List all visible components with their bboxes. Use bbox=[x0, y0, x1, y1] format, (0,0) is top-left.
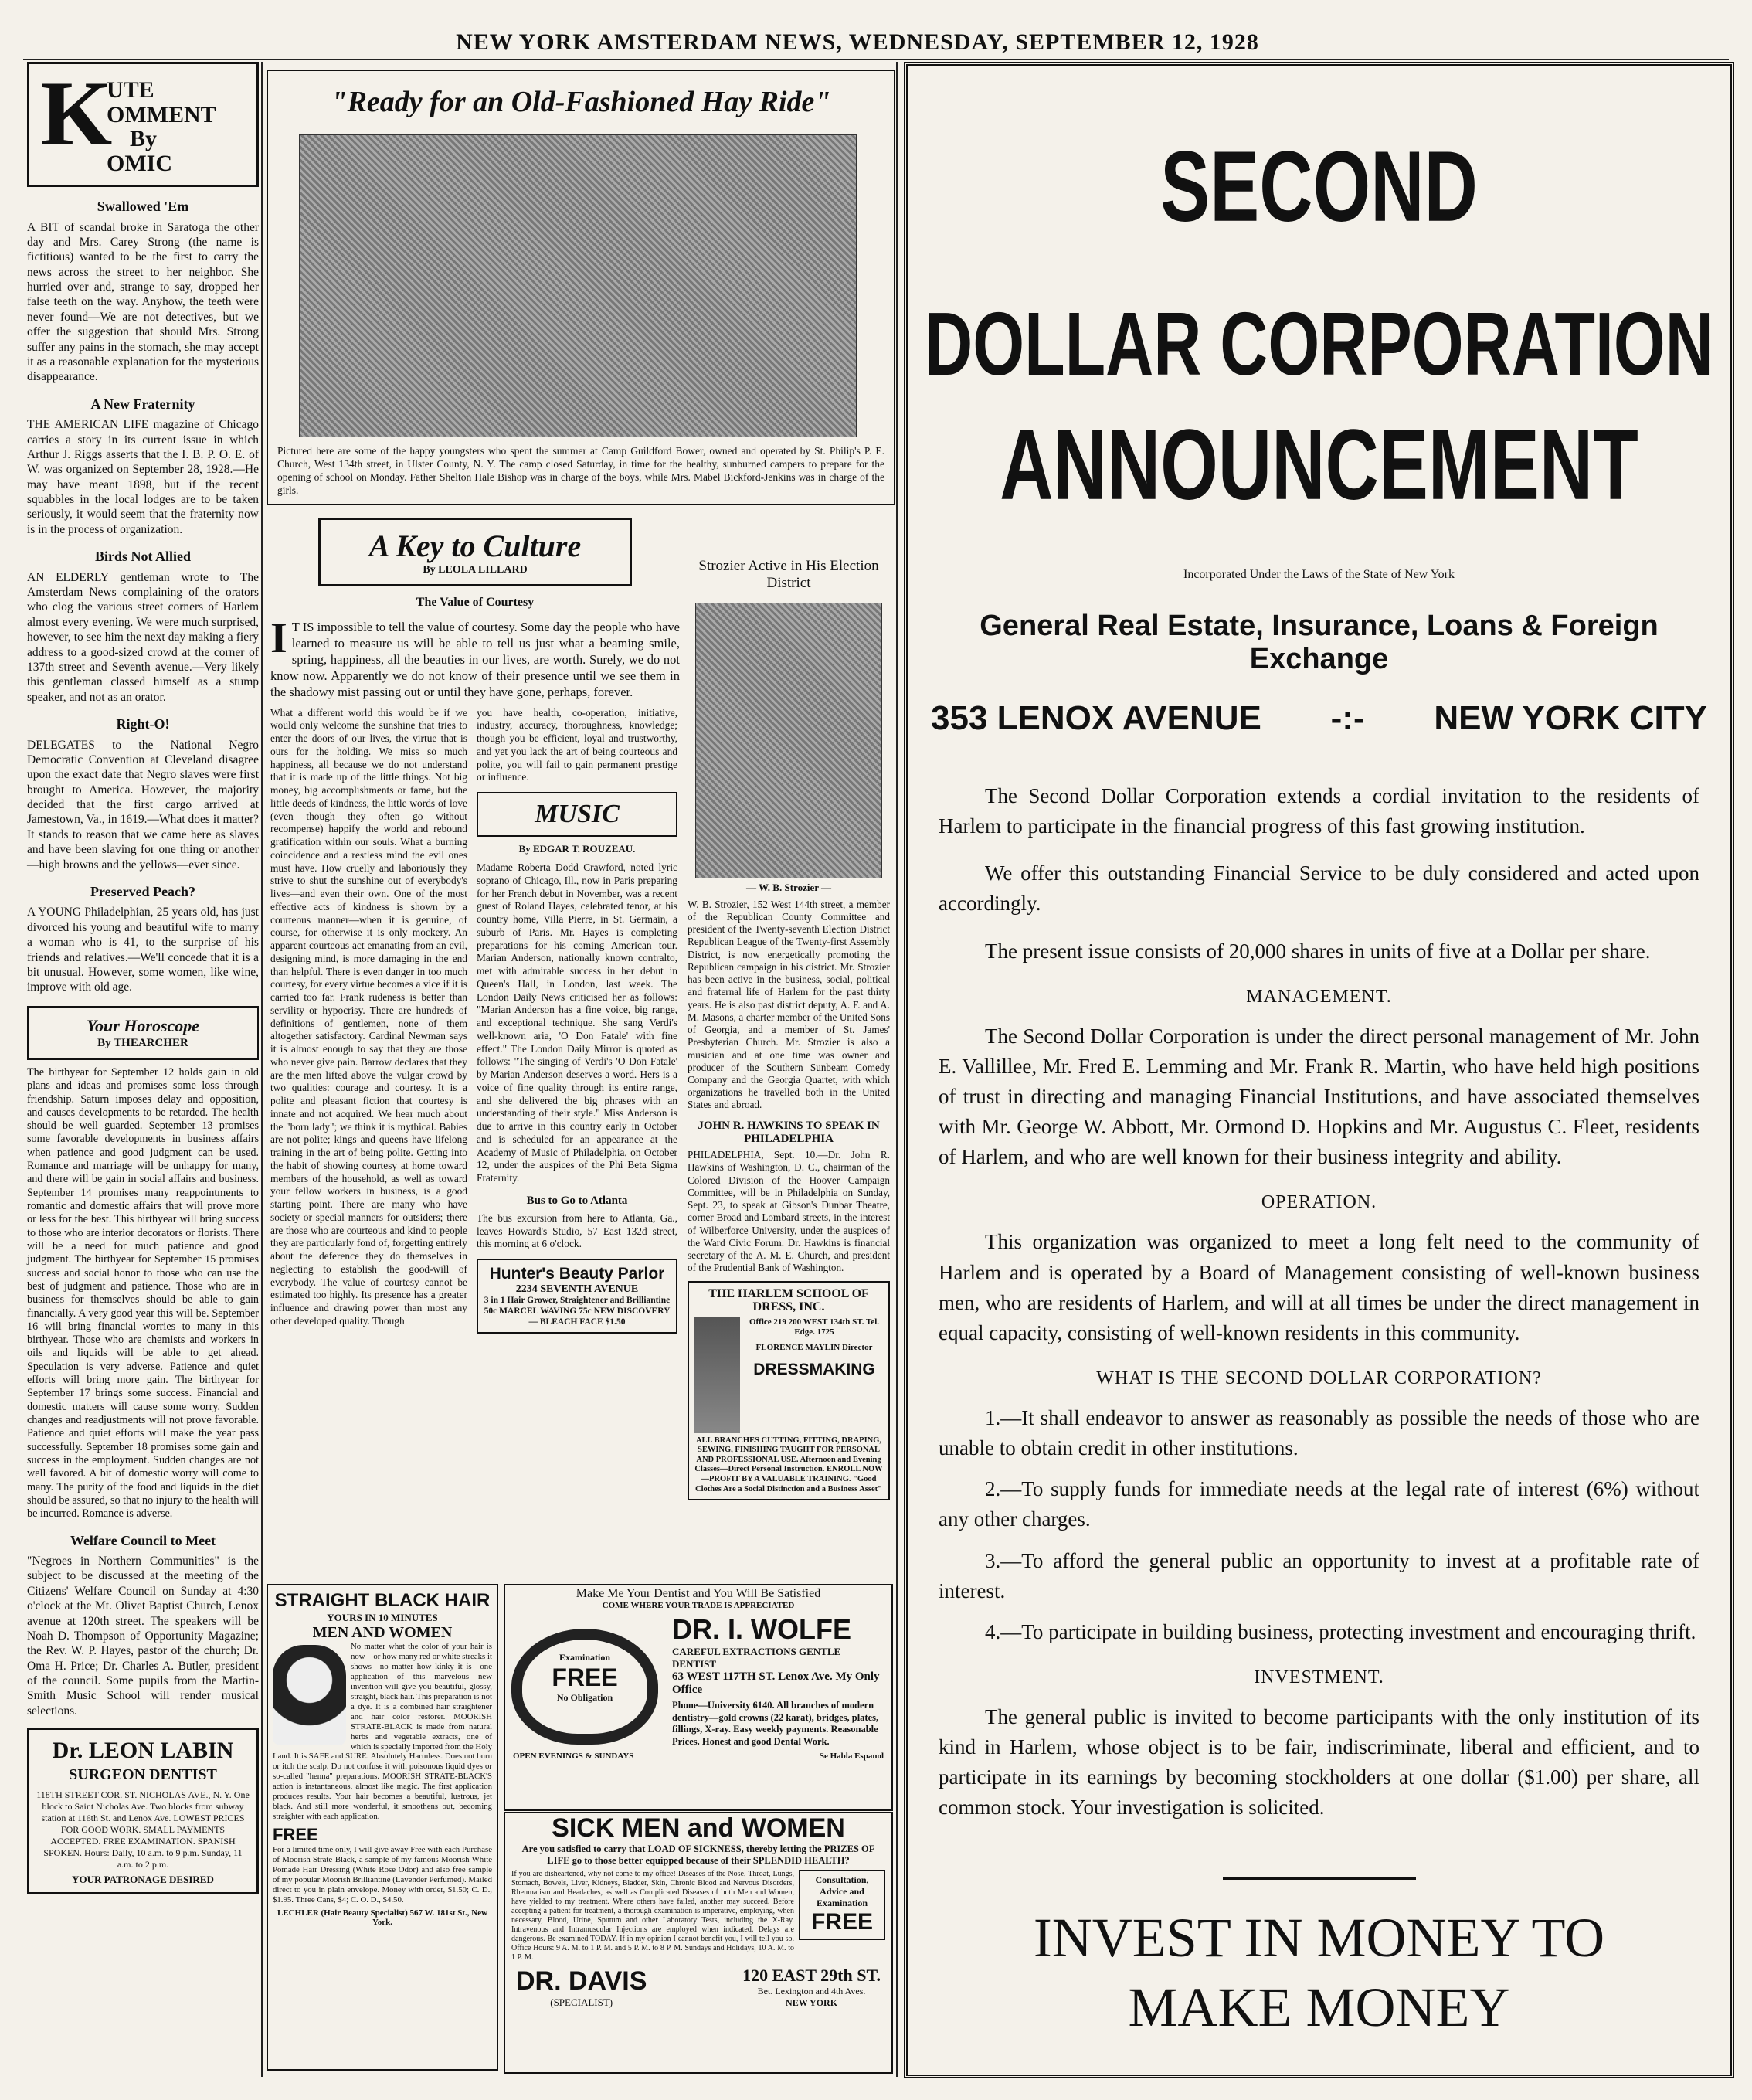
fraternity-text: THE AMERICAN LIFE magazine of Chicago carries a story in its current issue in which Arthur J. Riggs asserts that the I. B. P. O. E. of W. was organized on September 28, 1928.—He may have meant 1898, but if the recent squabbles in the local lodges are to be taken seriously, it would seem that the fraternity now is in the process of organization. bbox=[27, 418, 259, 536]
davis-head: SICK MEN and WOMEN bbox=[552, 1813, 845, 1843]
peach-text: A YOUNG Philadelphian, 25 years old, has just divorced his young and beautiful wife to marry a woman who is 41, to the surprise of his friends and relatives.—We'll concede that it is a bit unusual. However, some women, like wine, improve with old age. bbox=[27, 906, 259, 994]
ad-title-2: DOLLAR CORPORATION bbox=[925, 294, 1713, 395]
wolfe-text: Phone—University 6140. All branches of modern dentistry—gold crowns (22 karat), bridges, plates, fillings, X-ray. Easy weekly payments. Reasonable Prices. Honest and good Dental Work. bbox=[672, 1700, 879, 1747]
straight-hair-ad bbox=[267, 1584, 498, 2071]
ad-operation-head: OPERATION. bbox=[1261, 1192, 1377, 1213]
ad-item-1: 1.—It shall endeavor to answer as reasonably as possible the needs of those who are unable to obtain credit in other institutions. bbox=[939, 1405, 1699, 1460]
davis-body bbox=[505, 1867, 891, 1966]
labin-name: Dr. LEON LABIN bbox=[52, 1738, 234, 1764]
hayride-photo bbox=[299, 134, 857, 437]
harlem-school-office: Office 219 200 WEST 134th ST. Tel. Edge. 1725 FLORENCE MAYLIN Director DRESSMAKING bbox=[749, 1317, 880, 1378]
ad-investment-head: INVESTMENT. bbox=[1254, 1667, 1384, 1687]
ad-management: The Second Dollar Corporation is under the direct personal management of Mr. John E. Vallillee, Mr. Fred E. Lemming and Mr. Frank R. Martin, who have held high positions of trust in directing and managing Financial Institutions, and have associated themselves with Mr. George W. Abbott, Mr. Ormond D. Hopkins and Mr. Augustus C. Fleet, residents of Harlem, and who are well known for their business integrity and ability. bbox=[939, 1024, 1699, 1169]
straight-hair-text: No matter what the color of your hair is now—or how many red or white streaks it shows—no matter how kinky it is—one application of this marvelous new invention will give you beautiful, glossy, straight, black hair. This preparation is not a dye. It is a combined hair straightener and hair color restorer. MOORISH STRATE-BLACK is made from natural herbs and vegetable extracts, one of which is specially imported from the Holy Land. It is SAFE and SURE. Absolutely Harmless. Does not burn or itch the scalp. Do not confuse it with poisonous liquid dyes or so-called "henna" preparations. MOORISH STRATE-BLACK'S action is instantaneous, almost like magic. The first application produces results. Your hair becomes a beautiful, lustrous, jet black. And still more wonderful, it smoothens out, becoming straighter with each application. bbox=[273, 1642, 493, 1822]
ad-title-1: SECOND bbox=[1160, 131, 1478, 243]
harlem-school-top bbox=[694, 1317, 884, 1433]
ad-operation: This organization was organized to meet a long felt need to the community of Harlem and is operated by a Board of Management consisting of well-known business men, who are residents of Harlem, and will at all times be under the direct management in equal capacity, consisting of well-known residents in this community. bbox=[939, 1230, 1699, 1344]
music-title: MUSIC bbox=[535, 800, 620, 829]
wolfe-info bbox=[666, 1613, 885, 1748]
harlem-school-text: ALL BRANCHES CUTTING, FITTING, DRAPING, SEWING, FINISHING TAUGHT FOR PERSONAL AND PROFESSIONAL USE. Afternoon and Evening Classes—Direct Personal Instruction. ENROLL NOW—PROFIT BY A VALUABLE TRAINING. "Good Clothes Are a Social Distinction and a Business Asset" bbox=[694, 1436, 883, 1493]
wolfe-top: Make Me Your Dentist and You Will Be Satisfied bbox=[576, 1587, 821, 1600]
wolfe-address: 63 WEST 117TH ST. Lenox Ave. My Only Office bbox=[672, 1670, 880, 1696]
right-head: Right-O! bbox=[116, 716, 170, 732]
wolfe-name: DR. I. WOLFE bbox=[672, 1613, 851, 1645]
column-rule-1 bbox=[261, 62, 263, 2077]
labin-title: SURGEON DENTIST bbox=[69, 1765, 217, 1783]
wolfe-sub: COME WHERE YOUR TRADE IS APPRECIATED bbox=[602, 1601, 795, 1610]
strozier-article bbox=[688, 558, 890, 1500]
ad-title-3: ANNOUNCEMENT bbox=[1000, 409, 1638, 522]
davis-footer bbox=[505, 1966, 891, 2009]
dress-figure-icon bbox=[694, 1317, 740, 1433]
hayride-feature bbox=[267, 70, 895, 505]
harlem-school-ad bbox=[688, 1281, 890, 1501]
music-byline: By EDGAR T. ROUZEAU. bbox=[518, 843, 636, 855]
culture-lead: I T IS impossible to tell the value of courtesy. Some day the people who have learned to measure us will be able to tell us just what a beaming smile, spring, happiness, all the beauties in our lives, are worth. Surely, we do not know now. Apparently we do not know of their presence until we see them in the shadowy mist passing out or until they have gone, perhaps, forever. bbox=[270, 614, 680, 700]
straight-hair-maker: LECHLER (Hair Beauty Specialist) 567 W. 181st St., New York. bbox=[277, 1908, 488, 1927]
harlem-school-name: THE HARLEM SCHOOL OF DRESS, INC. bbox=[708, 1286, 869, 1314]
ad-p3: The present issue consists of 20,000 shares in units of five at a Dollar per share. bbox=[985, 939, 1651, 963]
wolfe-free-box: Examination FREE No Obligation bbox=[552, 1652, 618, 1703]
column-komic bbox=[27, 62, 259, 2077]
ad-p1: The Second Dollar Corporation extends a cordial invitation to the residents of Harlem to participate in the financial progress of this fast growing institution. bbox=[939, 784, 1699, 838]
ad-investment: The general public is invited to become participants with the only institution of its kind in Harlem, whose object is to be fair, indiscriminate, liberal and efficient, and to participate in its earnings by becoming stockholders at one dollar ($1.00) per share, all common stock. Your investigation is solicited. bbox=[939, 1704, 1699, 1820]
komic-masthead bbox=[27, 62, 259, 187]
hayride-caption: Pictured here are some of the happy youngsters who spent the summer at Camp Guildford Bower, owned and operated by St. Philip's P. E. Church, West 134th street, in Ulster County, N. Y. The camp closed Saturday, in time for the healthy, sunburned campers to prepare for the opening of school on Monday. Father Shelton Hale Bishop was in charge of the boys, while Mrs. Mabel Bickford-Jenkins was in charge of the girls. bbox=[277, 445, 884, 496]
davis-free-box: Consultation, Advice and Examination FREE bbox=[799, 1870, 885, 1940]
ad-divider bbox=[1223, 1877, 1416, 1880]
davis-intro: Are you satisfied to carry that LOAD OF SICKNESS, thereby letting the PRIZES OF LIFE go to those better equipped because of their SPLENDID HEALTH? bbox=[521, 1843, 875, 1866]
hayride-title: "Ready for an Old-Fashioned Hay Ride" bbox=[331, 86, 831, 118]
labin-footer: YOUR PATRONAGE DESIRED bbox=[72, 1873, 214, 1885]
komic-letter: K bbox=[40, 62, 113, 165]
culture-byline: By LEOLA LILLARD bbox=[423, 564, 528, 576]
woman-portrait-icon bbox=[273, 1645, 346, 1745]
swallowed-text: A BIT of scandal broke in Saratoga the other day and Mrs. Carey Strong (the name is fictitious) wanted to be the first to carry the news across the street to her neighbor. She hurried over and, strange to say, dropped her false teeth on the way. Anyhow, the teeth were never found—We are not detectives, but we offer the suggestion that should Mrs. Strong suffer any pains in the stomach, she may accept it as a reasonable explanation for the mysterious disappearance. bbox=[27, 220, 259, 384]
ad-management-head: MANAGEMENT. bbox=[1246, 986, 1392, 1007]
labin-ad bbox=[27, 1728, 259, 1894]
culture-subhead: The Value of Courtesy bbox=[416, 596, 535, 609]
birds-text: AN ELDERLY gentleman wrote to The Amsterdam News complaining of the orators who clog the various street corners of Harlem almost every evening. We were much surprised, however, to see him the next day making a fiery address to a good-sized crowd at the corner of 137th street and Seventh avenue.—Very likely this gentleman classed himself as a stump speaker, and not as an orator. bbox=[27, 570, 259, 704]
strozier-text: W. B. Strozier, 152 West 144th street, a member of the Republican County Committee and president of the Twenty-seventh Election District Republican League of the Twenty-first Assembly District, is now energetically promoting the Republican campaign in his district. Mr. Strozier has been active in the business, social, political and fraternal life of Harlem for the past thirty years. He is also past district deputy, A. F. and A. M. Masons, a charter member of the United Sons of Georgia, and a member of St. James' Presbyterian Church. Mr. Strozier is also a musician and at one time was owner and producer of the Southern Sunbeam Comedy Company and the Georgia Quartet, with which organizations he travelled both in the United States and abroad. bbox=[688, 898, 890, 1111]
strozier-caption: — W. B. Strozier — bbox=[745, 881, 832, 893]
culture-col-right bbox=[477, 707, 677, 1334]
straight-hair-free: FREE bbox=[273, 1825, 318, 1845]
ad-general: General Real Estate, Insurance, Loans & Foreign Exchange bbox=[980, 610, 1659, 675]
birds-head: Birds Not Allied bbox=[94, 549, 191, 565]
masthead: NEW YORK AMSTERDAM NEWS, WEDNESDAY, SEPTEMBER 12, 1928 bbox=[456, 29, 1259, 55]
hawkins-head: JOHN R. HAWKINS TO SPEAK IN PHILADELPHIA bbox=[698, 1119, 880, 1145]
welfare-head: Welfare Council to Meet bbox=[70, 1532, 216, 1548]
fraternity-head: A New Fraternity bbox=[90, 396, 195, 412]
culture-dropcap: I bbox=[270, 614, 287, 662]
horoscope-box bbox=[27, 1006, 259, 1060]
culture-title: A Key to Culture bbox=[368, 528, 582, 563]
bus-head: Bus to Go to Atlanta bbox=[526, 1194, 628, 1207]
second-dollar-ad bbox=[904, 62, 1734, 2078]
davis-ad bbox=[504, 1812, 893, 2074]
right-text: DELEGATES to the National Negro Democratic Convention at Cleveland disagree upon the exact date that Negro slaves were first brought to America. However, the majority decided that the first cargo arrived at Jamestown, Va., in 1619.—What does it matter? It stands to reason that we came here as slaves and have been slaving for one thing or another—high browns and the yellows—ever since. bbox=[27, 738, 259, 872]
culture-body: What a different world this would be if we would only welcome the sunshine that tries to enter the doors of our lives, the virtue that is ours for the holding. We miss so much happiness, all because we do not understand that it is made up of the little things. Not big money, big accomplishments or fame, but the little deeds of kindness, the little words of love (even though they often go without recompense) happify the world and rebound gratification within our souls. What a burning coincidence and a restless mind the evil ones must have. How cruelly and laboriously they strive to shut the sunshine out of everybody's lives—and even their own. One of the most effective acts of kindness is shown by a courteous manner—when it is genuine, of course, for otherwise it is only mockery. An apparent courteous act emanating from an evil, designing mind, is more damaging in the end than helpful. There is even danger in too much courtesy, for every virtue becomes a vice if it is carried too far. Frank rudeness is better than servility or hypocrisy. There are hundreds of definitions of gentlemen, none of them altogether satisfactory. Cardinal Newman says it is almost enough to say that they are those who never give pain. Barrow declares that they are the men lifted above the vulgar crowd by two qualities: courage and courtesy. It is a polite and pleasant fiction that courtesy is innate and not acquired. We hear much about the "born lady"; we think it is mythical. Babies are not polite; kings and queens have lifelong training in the art of being polite. Getting into the habit of showing courtesy at home toward members of the household, as well as toward your fellow workers in business, is a good starting point. There are many who have society or special manners for outsiders; there are those who are courteous and kind to people they are particularly fond of, forgetting entirely about the deference they do themselves in neglecting to establish the good-will of everybody. The value of courtesy cannot be estimated too highly. Its presence has a greater influence and drawing power than most any other developed quality. Though bbox=[270, 706, 467, 1327]
column-rule-2 bbox=[896, 62, 898, 2077]
swallowed-head: Swallowed 'Em bbox=[97, 199, 189, 214]
ad-item-2: 2.—To supply funds for immediate needs at the legal rate of interest (6%) without any other charges. bbox=[939, 1477, 1699, 1531]
wolfe-hours: OPEN EVENINGS & SUNDAYS bbox=[513, 1751, 634, 1761]
hunter-name: Hunter's Beauty Parlor bbox=[489, 1265, 665, 1283]
wolfe-teeth bbox=[511, 1613, 666, 1748]
ad-address: 353 LENOX AVENUE -:- NEW YORK CITY bbox=[931, 699, 1707, 737]
horoscope-byline: By THEARCHER bbox=[97, 1037, 188, 1050]
wolfe-footer bbox=[505, 1752, 891, 1761]
hunter-ad bbox=[477, 1259, 677, 1334]
wolfe-spanish: Se Habla Espanol bbox=[819, 1751, 884, 1761]
masthead-rule bbox=[23, 59, 1729, 60]
strozier-head: Strozier Active in His Election District bbox=[698, 558, 879, 591]
wolfe-body bbox=[505, 1610, 891, 1752]
ad-what-head: WHAT IS THE SECOND DOLLAR CORPORATION? bbox=[1096, 1368, 1542, 1388]
horoscope-text: The birthyear for September 12 holds gain in old plans and ideas and promises some loss through friendship. Saturn imposes delay and opposition, and causes developments to be retarded. The health should be well guarded. September 13 promises some favorable developments in business affairs when patience and good judgment can be used. Romance and marriage will be unhappy for many, and there will be gain in social affairs and business. September 14 promises many reappointments to romantic and domestic affairs that will prove more or less for the best. This birthyear will bring success to those who are interior decorators or florists. There will be a need for much patience and good judgment. The birthyear for September 15 promises success and social honor to those who can use the best of judgment and patience. Those who are in business for themselves should be able to gain financially. A very good year this will be. September 16 will bring financial worries to many in this birthyear. Those who are chemists and workers in oils and liquids will be able to get ahead. Speculation is very adverse. Patience and quiet efforts will bring more gain. The birthyear for September 17 brings some success. Financial and domestic matters will cause some worry. Sudden changes and readjustments will not prove favorable. Patience and quiet efforts will make the year pass successfully. September 18 promises some gain and success in the employment. Sudden changes are not well favored. A bit of domestic worry will come to many. The purity of the food and liquids in the diet should be assured, so that no injury to the health will be incurred. Romance is adverse. bbox=[27, 1065, 259, 1521]
horoscope-title: Your Horoscope bbox=[86, 1015, 200, 1035]
hunter-text: 3 in 1 Hair Grower, Straightener and Brilliantine 50c MARCEL WAVING 75c NEW DISCOVERY— BLEACH FACE $1.50 bbox=[484, 1296, 671, 1327]
ad-incorporated: Incorporated Under the Laws of the State of New York bbox=[1183, 568, 1455, 581]
ad-slogan: INVEST IN MONEY TO MAKE MONEY bbox=[1033, 1906, 1605, 2038]
hawkins-text: PHILADELPHIA, Sept. 10.—Dr. John R. Hawkins of Washington, D. C., chairman of the Colored Division of the Hoover Campaign Committee, will be in Philadelphia on Sunday, Sept. 23, to speak at Gibson's Dunbar Theatre, corner Broad and Lombard streets, in the interest of Wilberforce University, under the auspices of the Ward Civic Forum. Dr. Hawkins is financial secretary of the A. M. E. Church, and president of the Prudential Bank of Washington. bbox=[688, 1149, 890, 1274]
culture-header bbox=[318, 518, 632, 586]
welfare-text: "Negroes in Northern Communities" is the subject to be discussed at the meeting of the Citizens' Welfare Council on Sunday at 4:30 o'clock at the Mt. Olivet Baptist Church, Lenox avenue at 120th street. The speakers will be Noah D. Thompson of Opportunity Magazine; the Rev. W. P. Hayes, pastor of the church; Dr. Oma H. Price; Dr. Charles A. Butler, president of the council. Some pupils from the Martin-Smith Music School will render musical selections. bbox=[27, 1555, 259, 1718]
labin-text: 118TH STREET COR. ST. NICHOLAS AVE., N. Y. One block to Saint Nicholas Ave. Two blocks from subway station at 116th St. and Lenox Ave. LOWEST PRICES FOR GOOD WORK. SMALL PAYMENTS ACCEPTED. FREE EXAMINATION. SPANISH SPOKEN. Hours: Daily, 10 a.m. to 9 p.m. Sunday, 11 a.m. to 2 p.m. bbox=[36, 1789, 250, 1870]
komic-lines: UTE OMMENT By OMIC bbox=[107, 77, 216, 176]
hunter-address: 2234 SEVENTH AVENUE bbox=[515, 1283, 639, 1296]
wolfe-title: CAREFUL EXTRACTIONS GENTLE DENTIST bbox=[672, 1646, 841, 1670]
music-text: Madame Roberta Dodd Crawford, noted lyric soprano of Chicago, Ill., now in Paris preparing for her French debut in November, was a recent guest of Roland Hayes, celebrated tenor, at his country home, Villa Pierre, in St. Germain, a suburb of Paris. Mr. Hayes is completing preparations for his coming American tour. Marian Anderson, nationally known contralto, met with admirable success in her debut in Queen's Hall, in London, last week. The London Daily News criticised her as follows: "Marian Anderson has a fine voice, big range, and exceptional technique. She sang Verdi's well-known aria, 'O Don Fatale' with fine effect." The London Daily Mirror is quoted as follows: "The singing of Verdi's 'O Don Fatale' by Marian Anderson deserves a word. Hers is a voice of fine quality through its entire range, and she delivered the big phrases with an understanding of their style." Miss Anderson is due to arrive in this country early in October and is scheduled for an appearance at the Academy of Music of Philadelphia, on October 12, under the auspices of the Phi Beta Sigma Fraternity. bbox=[477, 861, 677, 1184]
culture-continued: you have health, co-operation, initiative, industry, accuracy, thoroughness, knowledge; though you be efficient, loyal and trustworthy, and yet you lack the art of being courteous and polite, you will fail to gain permanent prestige or influence. bbox=[477, 706, 677, 783]
davis-address-block: 120 EAST 29th ST. Bet. Lexington and 4th Aves. NEW YORK bbox=[742, 1966, 881, 2008]
peach-head: Preserved Peach? bbox=[90, 883, 196, 899]
straight-hair-sub: YOURS IN 10 MINUTES bbox=[327, 1612, 438, 1623]
wolfe-ad bbox=[504, 1584, 893, 1811]
culture-article bbox=[270, 518, 680, 1334]
straight-hair-free-text: For a limited time only, I will give away Free with each Purchase of Moorish Strate-Black, a sample of my famous Moorish White Pomade Hair Dressing (White Rose Odor) and also free sample of my popular Moorish Brilliantine (Lavender Perfumed). Mailed direct to you in plain envelope. Money with order, $1.50; C. D., $1.95. Three Cans, $4; C. O. D., $4.50. bbox=[273, 1845, 492, 1905]
music-header bbox=[477, 792, 677, 837]
straight-hair-title: STRAIGHT BLACK HAIR bbox=[274, 1590, 491, 1611]
ad-item-4: 4.—To participate in building business, protecting investment and encouraging thrift. bbox=[985, 1619, 1696, 1643]
culture-columns bbox=[270, 707, 680, 1334]
strozier-photo bbox=[695, 603, 882, 878]
davis-text: If you are disheartened, why not come to my office! Diseases of the Nose, Throat, Lungs, Stomach, Bowels, Liver, Kidneys, Bladder, Skin, Chronic Blood and Nervous Disorders, Rheumatism and Headaches, as well as Complicated Diseases of both Men and Women, have yielded to my treatment. Where others have failed, another may succeed. Before accepting a patient for treatment, a thorough examination is imperative, employing, when necessary, Blood, Urine, Sputum and other Laboratory Tests, including the X-Ray. Intravenous and Intramuscular Injections are employed when indicated. Delays are dangerous. Be examined TODAY. If in my opinion I cannot benefit you, I will tell you so. Office Hours: 9 A. M. to 1 P. M. and 5 P. M. to 8 P. M. Sundays and Holidays, 10 A. M. to 1 P. M. bbox=[511, 1870, 794, 1962]
bus-text: The bus excursion from here to Atlanta, Ga., leaves Howard's Studio, 57 East 132d street, this morning at 6 o'clock. bbox=[477, 1211, 677, 1250]
straight-hair-sub2: MEN AND WOMEN bbox=[312, 1624, 453, 1641]
ad-p2: We offer this outstanding Financial Service to be duly considered and acted upon accordingly. bbox=[939, 861, 1699, 916]
davis-name-block: DR. DAVIS (SPECIALIST) bbox=[516, 1966, 647, 2008]
ad-item-3: 3.—To afford the general public an opportunity to invest at a profitable rate of interest. bbox=[939, 1548, 1699, 1602]
